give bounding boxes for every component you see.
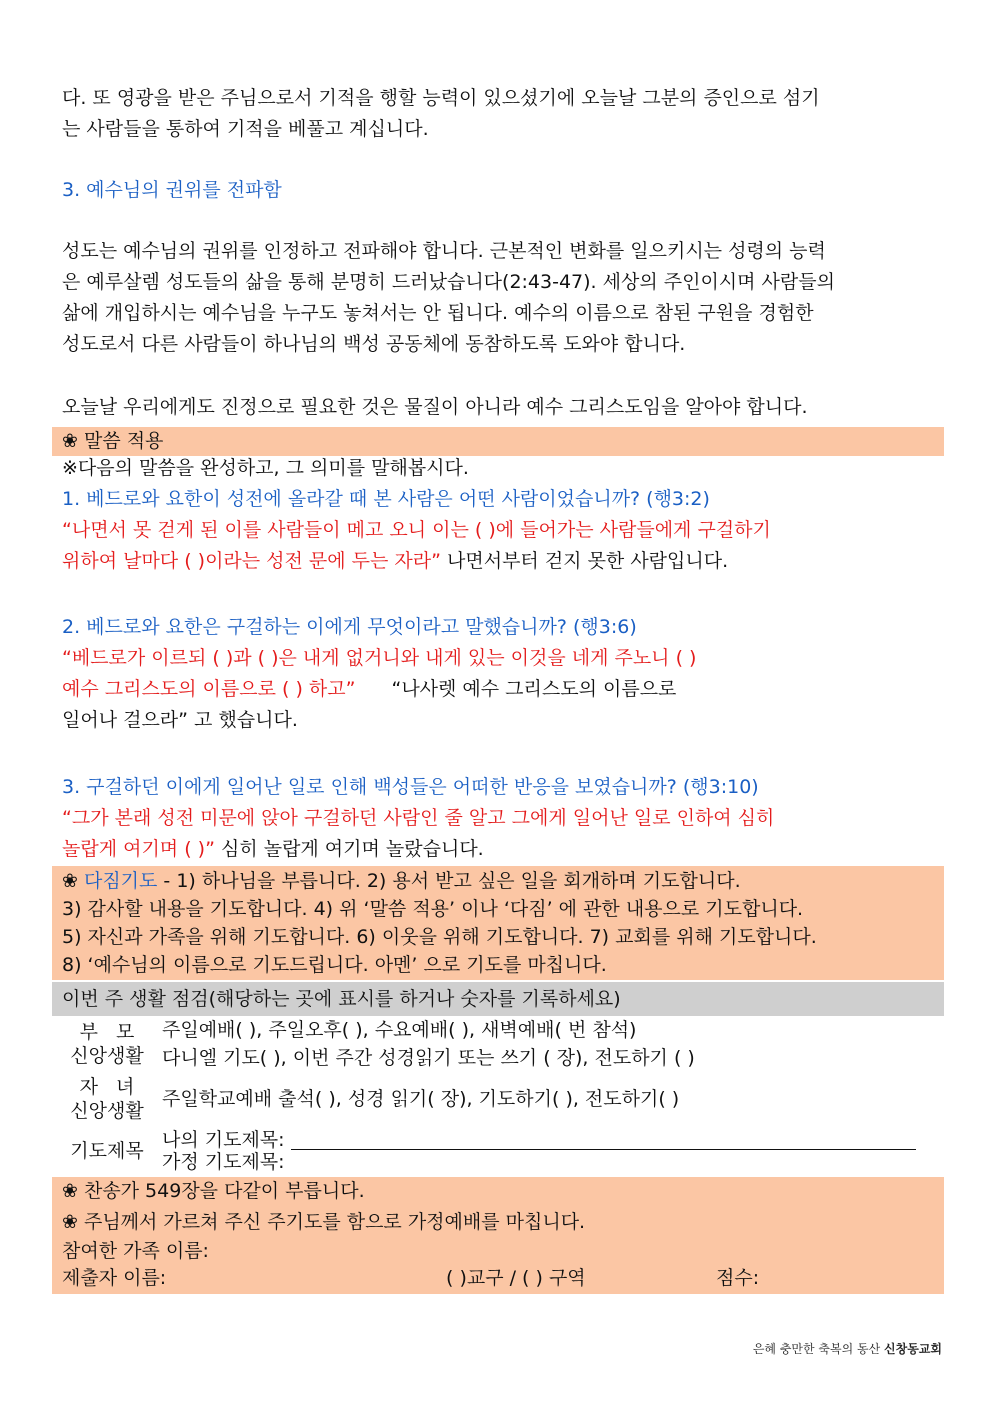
parish-field[interactable]: ( )교구 / ( ) 구역 xyxy=(446,1267,586,1289)
scripture-fill-in: 위하여 날마다 ( )이라는 성전 문에 두는 자라” xyxy=(62,550,441,572)
prayer-topic-field[interactable] xyxy=(291,1129,916,1150)
parents-row xyxy=(52,1016,944,1072)
flower-icon: ❀ xyxy=(62,870,78,892)
answer-text: 나면서부터 걷지 못한 사람입니다. xyxy=(440,550,729,572)
question-block-2 xyxy=(62,612,936,736)
closing-band xyxy=(52,1177,944,1294)
prayer-title: 다짐기도 xyxy=(83,870,158,892)
answer-text: 일어나 걸으라” 고 했습니다. xyxy=(62,709,298,731)
prayer-line: 5) 자신과 가족을 위해 기도합니다. 6) 이웃을 위해 기도합니다. 7) 교회를 위해 기도합니다. xyxy=(62,926,817,948)
lords-prayer-line: ❀ 주님께서 가르쳐 주신 주기도를 함으로 가정예배를 마칩니다. xyxy=(62,1211,586,1233)
question-block-3 xyxy=(62,772,936,865)
parents-label: 부 모 xyxy=(79,1021,135,1043)
row-label xyxy=(52,1072,162,1126)
parents-checklist[interactable]: 다니엘 기도( ), 이번 주간 성경읽기 또는 쓰기 ( 장), 전도하기 ( ) xyxy=(162,1047,695,1069)
parents-checklist[interactable]: 주일예배( ), 주일오후( ), 수요예배( ), 새벽예배( 번 참석) xyxy=(162,1019,637,1041)
footer-motto: 은혜 충만한 축복의 동산 xyxy=(752,1342,881,1356)
checkup-title: 이번 주 생활 점검(해당하는 곳에 표시를 하거나 숫자를 기록하세요) xyxy=(62,988,621,1010)
scripture-fill-in: 예수 그리스도의 이름으로 ( ) 하고” xyxy=(62,678,356,700)
paragraph-line: 삶에 개입하시는 예수님을 누구도 놓쳐서는 안 됩니다. 예수의 이름으로 참된 구원을 경험한 xyxy=(62,302,814,324)
church-logo-text: 신창동교회 xyxy=(884,1342,942,1356)
answer-text: “나사렛 예수 그리스도의 이름으로 xyxy=(391,678,677,700)
scripture-fill-in: “베드로가 이르되 ( )과 ( )은 내게 없거니와 내게 있는 이것을 네게 주노니 ( ) xyxy=(62,647,697,669)
question-text: 2. 베드로와 요한은 구걸하는 이에게 무엇이라고 말했습니까? (행3:6) xyxy=(62,616,637,638)
section-paragraph xyxy=(62,236,936,360)
children-row xyxy=(52,1072,944,1126)
scripture-fill-in: 놀랍게 여기며 ( )” xyxy=(62,838,215,860)
intro-line: 는 사람들을 통하여 기적을 베풀고 계십니다. xyxy=(62,118,429,140)
answer-text: 심히 놀랍게 여기며 놀랐습니다. xyxy=(214,838,484,860)
question-text: 3. 구걸하던 이에게 일어난 일로 인해 백성들은 어떠한 반응을 보였습니까? (행3:10) xyxy=(62,776,759,798)
conclusion-line: 오늘날 우리에게도 진정으로 필요한 것은 물질이 아니라 예수 그리스도임을 알아야 합니다. xyxy=(62,396,808,418)
prayer-line: - 1) 하나님을 부릅니다. 2) 용서 받고 싶은 일을 회개하며 기도합니다. xyxy=(157,870,741,892)
score-field[interactable]: 점수: xyxy=(716,1267,760,1289)
section-heading: 3. 예수님의 권위를 전파함 xyxy=(62,179,282,201)
application-instruction: ※다음의 말씀을 완성하고, 그 의미를 말해봅시다. xyxy=(62,457,469,479)
submitter-field[interactable]: 제출자 이름: xyxy=(62,1267,167,1289)
hymn-line: ❀ 찬송가 549장을 다같이 부릅니다. xyxy=(62,1180,365,1202)
paragraph-line: 성도는 예수님의 권위를 인정하고 전파해야 합니다. 근본적인 변화를 일으키시는 성령의 능력 xyxy=(62,240,826,262)
scripture-fill-in: “나면서 못 걷게 된 이를 사람들이 메고 오니 이는 ( )에 들어가는 사람들에게 구걸하기 xyxy=(62,519,771,541)
application-header xyxy=(52,427,944,456)
checkup-header xyxy=(52,982,944,1016)
my-prayer-label: 나의 기도제목: xyxy=(162,1129,285,1151)
question-block-1 xyxy=(62,484,936,577)
application-title: ❀ 말씀 적용 xyxy=(62,430,164,452)
row-label xyxy=(52,1016,162,1072)
paragraph-line: 성도로서 다른 사람들이 하나님의 백성 공동체에 동참하도록 도와야 합니다. xyxy=(62,333,686,355)
checkup-table xyxy=(52,1016,944,1176)
prayer-line: 3) 감사할 내용을 기도합니다. 4) 위 ‘말씀 적용’ 이나 ‘다짐’ 에 관한 내용으로 기도합니다. xyxy=(62,898,804,920)
children-label-sub: 신앙생활 xyxy=(70,1100,144,1122)
intro-line: 다. 또 영광을 받은 주님으로서 기적을 행할 능력이 있으셨기에 오늘날 그분의 증인으로 섬기 xyxy=(62,87,820,109)
family-names-field[interactable]: 참여한 가족 이름: xyxy=(62,1240,209,1262)
question-text: 1. 베드로와 요한이 성전에 올라갈 때 본 사람은 어떤 사람이었습니까? (행3:2) xyxy=(62,488,710,510)
prayer-band xyxy=(52,866,944,980)
footer xyxy=(753,1340,942,1357)
paragraph-line: 은 예루살렘 성도들의 삶을 통해 분명히 드러났습니다(2:43-47). 세상의 주인이시며 사람들의 xyxy=(62,271,835,293)
prayer-topics-row xyxy=(52,1126,944,1176)
children-checklist[interactable]: 주일학교예배 출석( ), 성경 읽기( 장), 기도하기( ), 전도하기( ) xyxy=(162,1087,680,1110)
children-label: 자 녀 xyxy=(79,1076,135,1098)
parents-label-sub: 신앙생활 xyxy=(70,1045,144,1067)
prayer-topics-label: 기도제목 xyxy=(70,1140,144,1162)
intro-paragraph xyxy=(62,83,936,145)
scripture-fill-in: “그가 본래 성전 미문에 앉아 구걸하던 사람인 줄 알고 그에게 일어난 일로 인하여 심히 xyxy=(62,807,775,829)
prayer-line: 8) ‘예수님의 이름으로 기도드립니다. 아멘’ 으로 기도를 마칩니다. xyxy=(62,954,607,976)
family-prayer-label[interactable]: 가정 기도제목: xyxy=(162,1151,285,1173)
